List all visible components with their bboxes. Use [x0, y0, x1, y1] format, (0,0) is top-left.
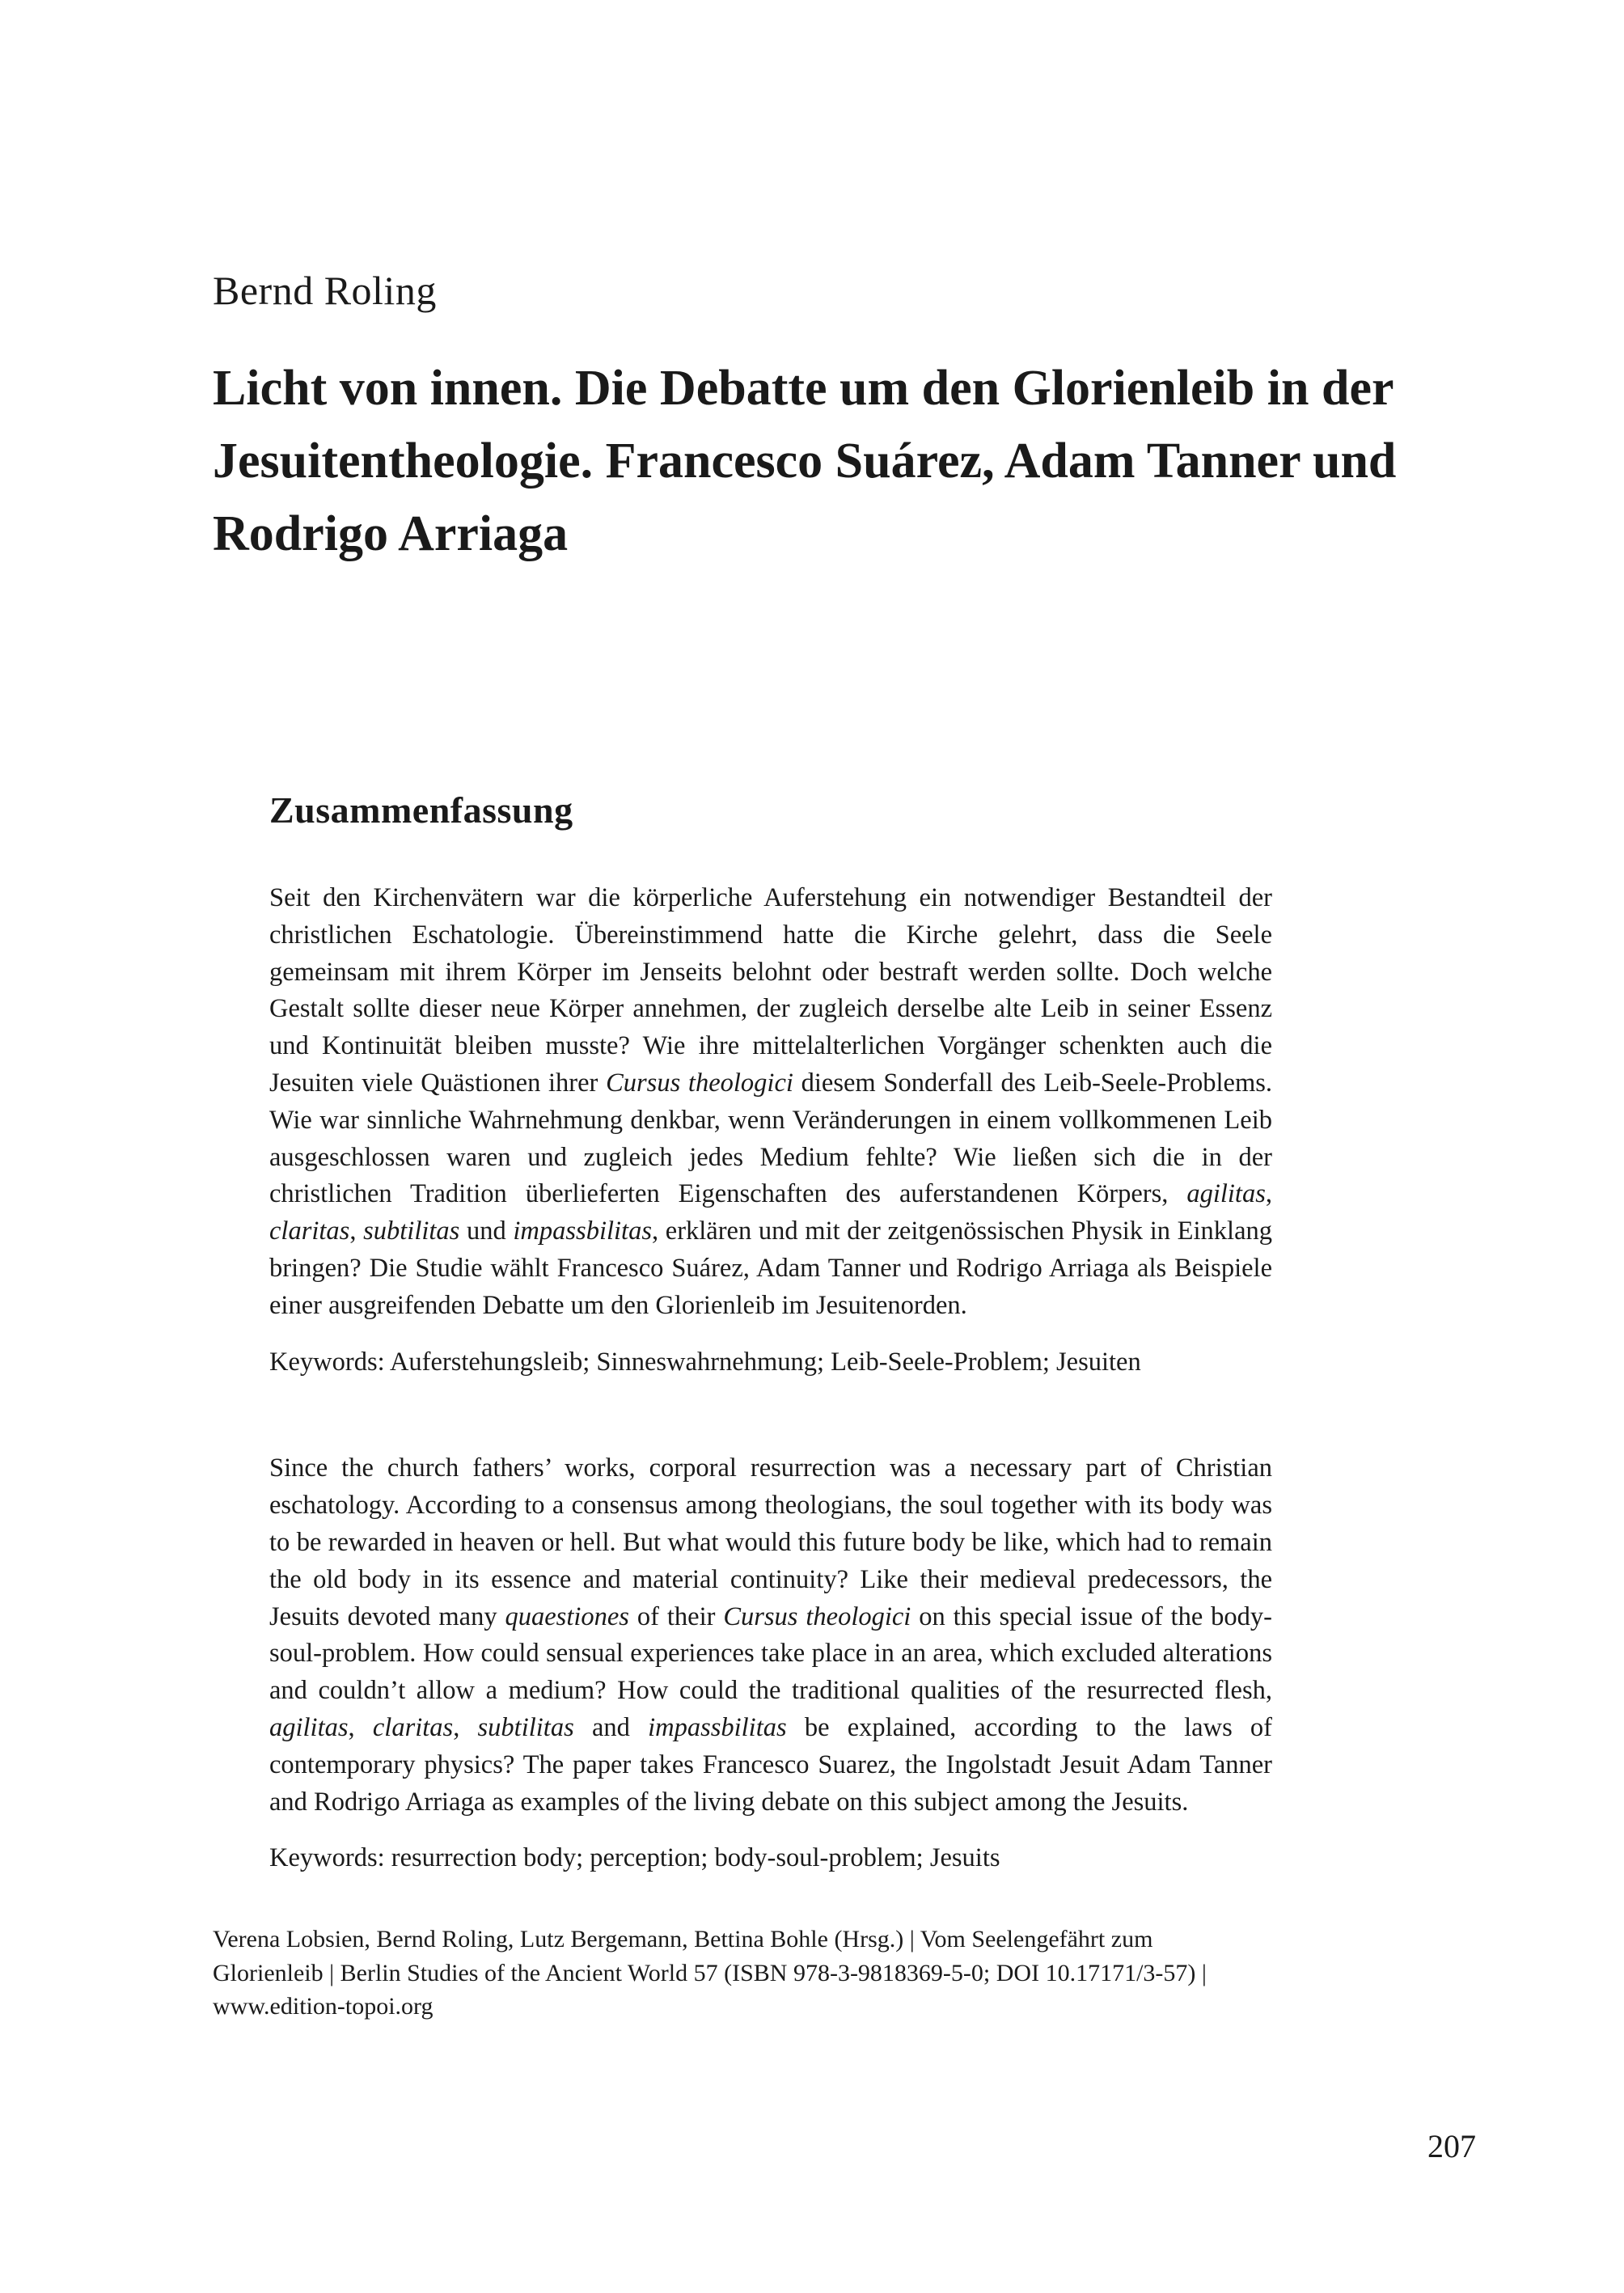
- italic-term: impassbilitas: [513, 1216, 652, 1246]
- separator: ,: [348, 1712, 373, 1742]
- abstract-german: [269, 880, 1272, 1325]
- abstract-german-text: Seit den Kirchenvätern war die körperliche Auferstehung ein notwendiger Bestandteil der christlichen Eschatologie. Übereinstimmend hatte die Kirche gelehrt, dass die Seele gemeinsam mit ihrem Körper im Jenseits belohnt oder bestraft werden sollte. Doch welche Gestalt sollte dieser neue Körper annehmen, der zugleich derselbe alte Leib in seiner Essenz und Kontinuität bleiben musste? Wie ihre mittelalterlichen Vorgänger schenkten auch die Jesuiten viele Quästionen ihrer: [269, 883, 1272, 1098]
- abstract-english-text: of their: [628, 1601, 724, 1631]
- keywords-english: Keywords: resurrection body; perception; body-soul-problem; Jesuits: [269, 1843, 1000, 1873]
- italic-term: Cursus theologici: [606, 1068, 793, 1098]
- abstract-german-text: , erklären und mit der zeitgenössischen Physik in Einklang bringen? Die Studie wählt Francesco Suárez, Adam Tanner und Rodrigo Arriaga als Beispiele einer ausgreifenden Debatte um den Glorienleib im Jesuitenorden.: [269, 1216, 1273, 1320]
- italic-term: Cursus theologici: [723, 1601, 911, 1631]
- separator: ,: [1265, 1179, 1272, 1209]
- author-name: Bernd Roling: [213, 268, 437, 313]
- italic-term: claritas: [269, 1216, 350, 1246]
- italic-term: impassbilitas: [648, 1712, 787, 1742]
- article-title: Licht von innen. Die Debatte um den Glorienleib in der Jesuitentheologie. Francesco Suárez, Adam Tanner und Rodrigo Arriaga: [213, 361, 1397, 561]
- separator: und: [459, 1216, 514, 1246]
- abstract-german-text: diesem Sonderfall des Leib-Seele-Problems. Wie war sinnliche Wahrnehmung denkbar, wenn Veränderungen in einem vollkommenen Leib ausgeschlossen waren und zugleich jedes Medium fehlte? Wie ließen sich die in der christlichen Tradition überlieferten Eigenschaften des auferstandenen Körpers,: [269, 1068, 1272, 1209]
- italic-term: agilitas: [1186, 1179, 1266, 1209]
- abstract-english: [269, 1450, 1272, 1821]
- separator: ,: [453, 1712, 478, 1742]
- abstract-english-text: be explained, according to the laws of contemporary physics? The paper takes Francesco Suarez, the Ingolstadt Jesuit Adam Tanner and Rodrigo Arriaga as examples of the living debate on this subject among the Jesuits.: [269, 1712, 1272, 1817]
- publication-note: Verena Lobsien, Bernd Roling, Lutz Bergemann, Bettina Bohle (Hrsg.) | Vom Seelengefährt zum Glorienleib | Berlin Studies of the Ancient World 57 (ISBN 978-3-9818369-5-0; DOI 10.17171/3-57) | www.edition-topoi.org: [213, 1926, 1207, 2020]
- abstract-english-text: Since the church fathers’ works, corporal resurrection was a necessary part of Christian eschatology. According to a consensus among theologians, the soul together with its body was to be rewarded in heaven or hell. But what would this future body be like, which had to remain the old body in its essence and material continuity? Like their medieval predecessors, the Jesuits devoted many: [269, 1453, 1272, 1631]
- abstract-english-text: on this special issue of the body-soul-problem. How could sensual experiences take place in an area, which excluded alterations and couldn’t allow a medium? How could the traditional qualities of the resurrected flesh,: [269, 1601, 1272, 1706]
- abstract-section: [269, 789, 1272, 1877]
- separator: and: [573, 1712, 649, 1742]
- separator: ,: [349, 1216, 364, 1246]
- italic-term: claritas: [372, 1712, 454, 1742]
- abstract-heading: Zusammenfassung: [269, 789, 573, 831]
- page-number: 207: [1427, 2128, 1476, 2164]
- italic-term: subtilitas: [477, 1712, 574, 1742]
- italic-term: quaestiones: [505, 1601, 629, 1631]
- keywords-german: Keywords: Auferstehungsleib; Sinneswahrnehmung; Leib-Seele-Problem; Jesuiten: [269, 1347, 1141, 1377]
- italic-term: agilitas: [269, 1712, 349, 1742]
- italic-term: subtilitas: [363, 1216, 460, 1246]
